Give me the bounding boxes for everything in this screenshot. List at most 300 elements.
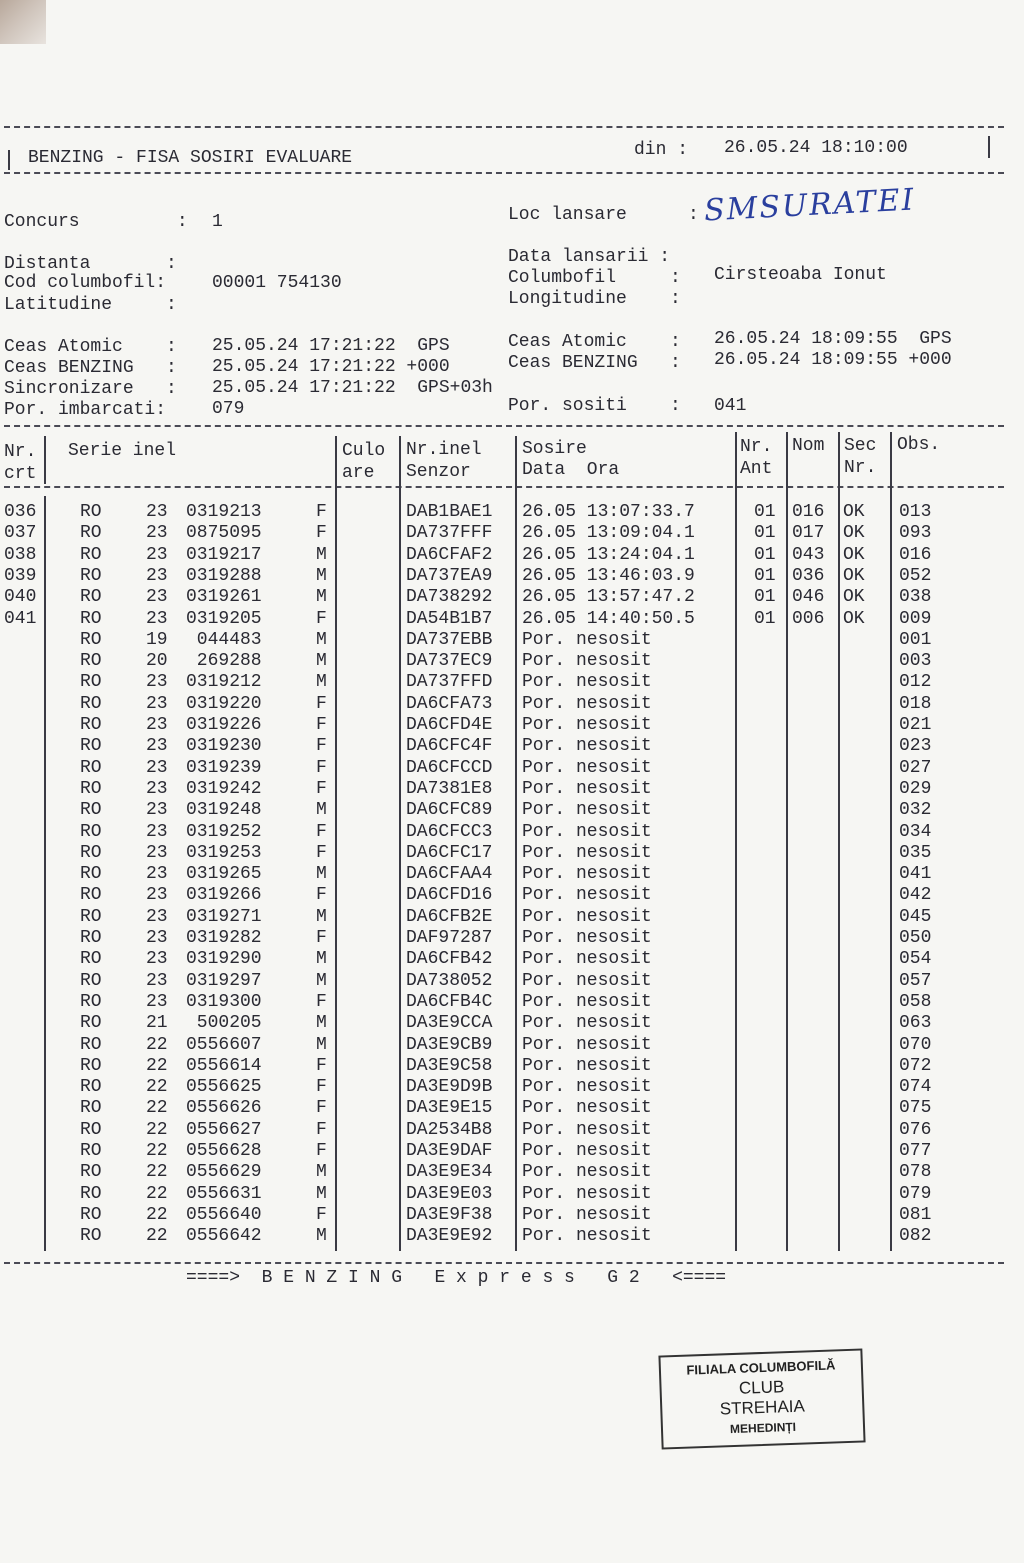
table-row — [0, 971, 1024, 992]
row-sex: M — [316, 970, 327, 991]
row-obs: 023 — [899, 736, 932, 757]
row-year: 23 — [146, 608, 168, 629]
row-sensor: DA3E9DAF — [406, 1141, 493, 1161]
row-arrival: Por. nesosit — [522, 1055, 652, 1076]
col-sosire-header: Sosire — [522, 439, 587, 459]
row-country: RO — [80, 991, 102, 1012]
row-obs: 041 — [899, 864, 932, 885]
right-ceas-atomic-value: 26.05.24 18:09:55 GPS — [714, 329, 952, 349]
row-ring-number: 0319282 — [186, 928, 262, 948]
por-imbarcati-value: 079 — [212, 399, 245, 419]
row-ring-number: 0319212 — [186, 672, 262, 693]
row-sex: F — [316, 928, 327, 948]
right-ceas-benzing-label: Ceas BENZING : — [508, 353, 681, 373]
row-obs: 074 — [899, 1077, 932, 1098]
row-year: 23 — [146, 672, 168, 693]
row-country: RO — [80, 1098, 102, 1119]
row-obs: 009 — [899, 608, 932, 629]
row-country: RO — [80, 1013, 102, 1034]
row-country: RO — [80, 523, 102, 544]
row-ring-number: 044483 — [186, 629, 262, 650]
distanta-label: Distanta : — [4, 254, 177, 274]
row-obs: 027 — [899, 757, 932, 778]
row-year: 23 — [146, 821, 168, 842]
row-sex: F — [316, 693, 327, 714]
table-row — [0, 1205, 1024, 1226]
row-nr: 037 — [4, 523, 37, 544]
row-year: 20 — [146, 651, 168, 672]
row-obs: 076 — [899, 1119, 932, 1140]
table-row — [0, 779, 1024, 800]
row-sex: M — [316, 1183, 327, 1204]
row-nr: 039 — [4, 565, 37, 586]
col-sec-header-1: Sec — [844, 436, 877, 456]
row-sex: M — [316, 1226, 327, 1247]
col-nr-header: Nr. — [4, 442, 37, 462]
row-arrival: 26.05 13:24:04.1 — [522, 544, 695, 565]
header-right-bar — [988, 136, 990, 158]
row-sex: F — [316, 1098, 327, 1119]
loc-lansare-label: Loc lansare — [508, 205, 627, 225]
table-row — [0, 800, 1024, 821]
row-sensor: DA737EBB — [406, 629, 493, 650]
col-obs-header: Obs. — [897, 435, 941, 455]
right-ceas-atomic-label: Ceas Atomic : — [508, 332, 681, 352]
row-obs: 079 — [899, 1183, 932, 1204]
sincronizare-label: Sincronizare : — [4, 379, 177, 399]
table-row — [0, 1013, 1024, 1034]
stamp-line-1: FILIALA COLUMBOFILĂ — [686, 1357, 836, 1378]
row-country: RO — [80, 651, 102, 672]
row-sensor: DA737EC9 — [406, 651, 493, 672]
row-sex: M — [316, 800, 327, 821]
row-country: RO — [80, 1055, 102, 1076]
row-year: 23 — [146, 885, 168, 906]
stamp-line-3: STREHAIA — [719, 1396, 806, 1419]
table-bottom-rule — [4, 1262, 1004, 1264]
row-obs: 057 — [899, 970, 932, 991]
table-row — [0, 843, 1024, 864]
row-year: 23 — [146, 800, 168, 821]
row-year: 22 — [146, 1183, 168, 1204]
row-year: 22 — [146, 1034, 168, 1055]
row-sensor: DA6CFA73 — [406, 693, 493, 714]
table-row — [0, 992, 1024, 1013]
table-row — [0, 523, 1024, 544]
col-nrinel-header: Nr.inel — [406, 440, 482, 460]
row-country: RO — [80, 715, 102, 735]
row-obs: 050 — [899, 928, 932, 948]
row-ring-number: 0556642 — [186, 1226, 262, 1247]
row-sex: M — [316, 651, 327, 672]
row-antenna: 01 — [754, 523, 776, 544]
concurs-value: 1 — [212, 212, 223, 232]
row-year: 23 — [146, 970, 168, 991]
row-year: 23 — [146, 502, 168, 522]
row-sex: F — [316, 1141, 327, 1161]
row-obs: 032 — [899, 800, 932, 821]
row-arrival: Por. nesosit — [522, 693, 652, 714]
concurs-label: Concurs : — [4, 212, 188, 232]
row-arrival: Por. nesosit — [522, 842, 652, 863]
row-sec: OK — [843, 544, 865, 565]
row-country: RO — [80, 842, 102, 863]
row-ring-number: 0556629 — [186, 1162, 262, 1183]
row-obs: 035 — [899, 842, 932, 863]
row-sex: F — [316, 715, 327, 735]
row-country: RO — [80, 1141, 102, 1161]
row-ring-number: 0319266 — [186, 885, 262, 906]
row-arrival: Por. nesosit — [522, 906, 652, 927]
table-row — [0, 1098, 1024, 1119]
row-year: 23 — [146, 757, 168, 778]
row-obs: 001 — [899, 629, 932, 650]
row-sensor: DA3E9E34 — [406, 1162, 493, 1183]
row-sensor: DA6CFD4E — [406, 715, 493, 735]
row-obs: 075 — [899, 1098, 932, 1119]
row-ring-number: 0556614 — [186, 1055, 262, 1076]
table-row — [0, 928, 1024, 949]
row-country: RO — [80, 1162, 102, 1183]
row-sex: F — [316, 821, 327, 842]
row-sex: F — [316, 608, 327, 629]
sincronizare-value: 25.05.24 17:21:22 GPS+03h — [212, 378, 493, 398]
row-year: 23 — [146, 565, 168, 586]
row-antenna: 01 — [754, 608, 776, 629]
row-ring-number: 0556640 — [186, 1204, 262, 1225]
row-arrival: Por. nesosit — [522, 949, 652, 970]
row-arrival: Por. nesosit — [522, 928, 652, 948]
row-nom: 036 — [792, 565, 825, 586]
row-sex: M — [316, 1162, 327, 1183]
row-country: RO — [80, 1226, 102, 1247]
row-sec: OK — [843, 502, 865, 522]
table-row — [0, 1162, 1024, 1183]
row-sensor: DA3E9CCA — [406, 1013, 493, 1034]
latitudine-label: Latitudine : — [4, 295, 177, 315]
row-year: 22 — [146, 1119, 168, 1140]
table-row — [0, 885, 1024, 906]
row-obs: 018 — [899, 693, 932, 714]
row-arrival: Por. nesosit — [522, 1226, 652, 1247]
row-antenna: 01 — [754, 587, 776, 608]
row-arrival: 26.05 13:46:03.9 — [522, 565, 695, 586]
row-obs: 063 — [899, 1013, 932, 1034]
row-sensor: DA3E9C58 — [406, 1055, 493, 1076]
row-sex: F — [316, 778, 327, 799]
row-year: 19 — [146, 629, 168, 650]
row-nom: 043 — [792, 544, 825, 565]
row-nom: 006 — [792, 608, 825, 629]
row-ring-number: 0875095 — [186, 523, 262, 544]
table-row — [0, 715, 1024, 736]
row-obs: 070 — [899, 1034, 932, 1055]
row-country: RO — [80, 608, 102, 629]
row-arrival: Por. nesosit — [522, 629, 652, 650]
row-year: 23 — [146, 715, 168, 735]
row-arrival: Por. nesosit — [522, 1141, 652, 1161]
row-year: 23 — [146, 693, 168, 714]
header-left-bar — [8, 150, 10, 170]
row-year: 23 — [146, 778, 168, 799]
row-sex: F — [316, 885, 327, 906]
row-arrival: Por. nesosit — [522, 651, 652, 672]
table-row — [0, 1035, 1024, 1056]
row-arrival: Por. nesosit — [522, 970, 652, 991]
table-row — [0, 672, 1024, 693]
row-year: 23 — [146, 842, 168, 863]
row-obs: 013 — [899, 502, 932, 522]
row-ring-number: 0319248 — [186, 800, 262, 821]
por-imbarcati-label: Por. imbarcati: — [4, 400, 167, 420]
row-arrival: 26.05 13:07:33.7 — [522, 502, 695, 522]
loc-lansare-handwritten: SMSURATEI — [703, 182, 917, 229]
row-sex: F — [316, 1119, 327, 1140]
row-sensor: DA6CFAA4 — [406, 864, 493, 885]
table-top-rule — [4, 425, 1004, 427]
row-arrival: Por. nesosit — [522, 991, 652, 1012]
row-year: 22 — [146, 1077, 168, 1098]
header-top-rule — [4, 126, 1004, 128]
row-arrival: Por. nesosit — [522, 885, 652, 906]
table-row — [0, 864, 1024, 885]
row-nr: 040 — [4, 587, 37, 608]
row-sensor: DA6CFC17 — [406, 842, 493, 863]
table-row — [0, 736, 1024, 757]
footer-banner: ====> B E N Z I N G E x p r e s s G 2 <==== — [186, 1268, 727, 1288]
row-country: RO — [80, 928, 102, 948]
row-country: RO — [80, 502, 102, 522]
row-obs: 081 — [899, 1204, 932, 1225]
row-sex: F — [316, 1204, 327, 1225]
row-sensor: DAF97287 — [406, 928, 493, 948]
row-obs: 038 — [899, 587, 932, 608]
row-ring-number: 269288 — [186, 651, 262, 672]
table-row — [0, 1056, 1024, 1077]
report-title: BENZING - FISA SOSIRI EVALUARE — [28, 148, 353, 168]
row-sensor: DA3E9F38 — [406, 1204, 493, 1225]
row-ring-number: 0556625 — [186, 1077, 262, 1098]
table-row — [0, 949, 1024, 970]
row-arrival: Por. nesosit — [522, 1183, 652, 1204]
col-nr-ant-header-2: Ant — [740, 459, 773, 479]
row-ring-number: 0319205 — [186, 608, 262, 629]
row-sec: OK — [843, 587, 865, 608]
row-sex: F — [316, 842, 327, 863]
row-ring-number: 0319230 — [186, 736, 262, 757]
table-row — [0, 545, 1024, 566]
row-nom: 017 — [792, 523, 825, 544]
row-country: RO — [80, 885, 102, 906]
row-arrival: Por. nesosit — [522, 1098, 652, 1119]
row-country: RO — [80, 970, 102, 991]
row-sensor: DA3E9E15 — [406, 1098, 493, 1119]
row-obs: 072 — [899, 1055, 932, 1076]
row-country: RO — [80, 821, 102, 842]
row-sensor: DA6CFB4C — [406, 991, 493, 1012]
col-sec-header-2: Nr. — [844, 458, 877, 478]
row-obs: 029 — [899, 778, 932, 799]
row-sensor: DA6CFB2E — [406, 906, 493, 927]
row-obs: 093 — [899, 523, 932, 544]
club-stamp — [658, 1348, 865, 1449]
row-year: 22 — [146, 1098, 168, 1119]
row-country: RO — [80, 736, 102, 757]
row-ring-number: 0319271 — [186, 906, 262, 927]
row-obs: 045 — [899, 906, 932, 927]
row-sensor: DA54B1B7 — [406, 608, 493, 629]
stamp-line-2: CLUB — [738, 1377, 785, 1398]
table-row — [0, 1184, 1024, 1205]
row-sensor: DA6CFD16 — [406, 885, 493, 906]
row-sex: F — [316, 757, 327, 778]
table-row — [0, 1226, 1024, 1247]
row-country: RO — [80, 1204, 102, 1225]
row-sensor: DA6CFB42 — [406, 949, 493, 970]
row-arrival: Por. nesosit — [522, 736, 652, 757]
row-country: RO — [80, 693, 102, 714]
row-obs: 078 — [899, 1162, 932, 1183]
row-ring-number: 0556607 — [186, 1034, 262, 1055]
row-ring-number: 0556627 — [186, 1119, 262, 1140]
row-obs: 054 — [899, 949, 932, 970]
row-sensor: DA738292 — [406, 587, 493, 608]
row-ring-number: 0556626 — [186, 1098, 262, 1119]
row-sex: F — [316, 1077, 327, 1098]
row-obs: 082 — [899, 1226, 932, 1247]
table-row — [0, 609, 1024, 630]
row-ring-number: 0319290 — [186, 949, 262, 970]
row-year: 23 — [146, 949, 168, 970]
col-data-ora-header: Data Ora — [522, 460, 620, 480]
ceas-benzing-value: 25.05.24 17:21:22 +000 — [212, 357, 450, 377]
row-obs: 052 — [899, 565, 932, 586]
row-ring-number: 0319288 — [186, 565, 262, 586]
row-ring-number: 0319226 — [186, 715, 262, 735]
col-sep-nr-header — [44, 436, 46, 484]
row-ring-number: 0319220 — [186, 693, 262, 714]
por-sositi-label: Por. sositi : — [508, 396, 681, 416]
row-country: RO — [80, 778, 102, 799]
col-serie-header: Serie inel — [68, 441, 177, 461]
row-obs: 058 — [899, 991, 932, 1012]
row-year: 23 — [146, 991, 168, 1012]
row-sensor: DA6CFCCD — [406, 757, 493, 778]
row-ring-number: 0319252 — [186, 821, 262, 842]
row-sex: M — [316, 672, 327, 693]
right-ceas-benzing-value: 26.05.24 18:09:55 +000 — [714, 350, 952, 370]
data-lansarii-label: Data lansarii : — [508, 247, 671, 267]
row-sensor: DA3E9D9B — [406, 1077, 493, 1098]
row-obs: 042 — [899, 885, 932, 906]
row-sensor: DA6CFCC3 — [406, 821, 493, 842]
row-sensor: DA2534B8 — [406, 1119, 493, 1140]
row-year: 23 — [146, 906, 168, 927]
row-sex: F — [316, 991, 327, 1012]
row-sex: M — [316, 1013, 327, 1034]
row-country: RO — [80, 544, 102, 565]
row-year: 23 — [146, 523, 168, 544]
row-sensor: DA6CFAF2 — [406, 544, 493, 565]
row-sensor: DA738052 — [406, 970, 493, 991]
row-country: RO — [80, 1034, 102, 1055]
header-bottom-rule — [4, 172, 1004, 174]
row-year: 23 — [146, 864, 168, 885]
row-sensor: DAB1BAE1 — [406, 502, 493, 522]
row-nom: 016 — [792, 502, 825, 522]
row-arrival: 26.05 13:09:04.1 — [522, 523, 695, 544]
row-arrival: Por. nesosit — [522, 778, 652, 799]
stamp-line-4: MEHEDINȚI — [729, 1419, 797, 1437]
table-row — [0, 907, 1024, 928]
row-year: 22 — [146, 1162, 168, 1183]
row-ring-number: 0319300 — [186, 991, 262, 1012]
row-obs: 021 — [899, 715, 932, 735]
row-country: RO — [80, 1119, 102, 1140]
row-obs: 034 — [899, 821, 932, 842]
row-sex: F — [316, 502, 327, 522]
row-nr: 036 — [4, 502, 37, 522]
row-sec: OK — [843, 608, 865, 629]
columbofil-label: Columbofil : — [508, 268, 681, 288]
row-country: RO — [80, 1183, 102, 1204]
table-row — [0, 822, 1024, 843]
row-arrival: Por. nesosit — [522, 1204, 652, 1225]
row-sensor: DA737EA9 — [406, 565, 493, 586]
row-nr: 041 — [4, 608, 37, 629]
row-sensor: DA3E9E03 — [406, 1183, 493, 1204]
row-country: RO — [80, 565, 102, 586]
longitudine-label: Longitudine : — [508, 289, 681, 309]
col-crt-header: crt — [4, 464, 37, 484]
row-country: RO — [80, 629, 102, 650]
ceas-atomic-label: Ceas Atomic : — [4, 337, 177, 357]
row-sensor: DA3E9E92 — [406, 1226, 493, 1247]
paper-corner — [0, 0, 46, 44]
ceas-benzing-label: Ceas BENZING : — [4, 358, 177, 378]
row-sec: OK — [843, 565, 865, 586]
row-year: 22 — [146, 1204, 168, 1225]
row-nr: 038 — [4, 544, 37, 565]
table-row — [0, 1077, 1024, 1098]
row-sex: M — [316, 949, 327, 970]
row-obs: 012 — [899, 672, 932, 693]
row-country: RO — [80, 906, 102, 927]
din-value: 26.05.24 18:10:00 — [724, 138, 908, 158]
din-label: din : — [634, 140, 689, 160]
row-sec: OK — [843, 523, 865, 544]
table-row — [0, 630, 1024, 651]
cod-columbofil-label: Cod columbofil: — [4, 273, 167, 293]
row-arrival: 26.05 13:57:47.2 — [522, 587, 695, 608]
row-country: RO — [80, 587, 102, 608]
col-nr-ant-header-1: Nr. — [740, 437, 773, 457]
row-antenna: 01 — [754, 502, 776, 522]
row-ring-number: 0319239 — [186, 757, 262, 778]
row-country: RO — [80, 672, 102, 693]
row-arrival: Por. nesosit — [522, 672, 652, 693]
row-sex: F — [316, 736, 327, 757]
row-sensor: DA6CFC4F — [406, 736, 493, 757]
ceas-atomic-value: 25.05.24 17:21:22 GPS — [212, 336, 450, 356]
table-row — [0, 502, 1024, 523]
row-antenna: 01 — [754, 544, 776, 565]
row-ring-number: 0319217 — [186, 544, 262, 565]
row-sex: F — [316, 523, 327, 544]
row-antenna: 01 — [754, 565, 776, 586]
row-year: 22 — [146, 1055, 168, 1076]
table-row — [0, 566, 1024, 587]
